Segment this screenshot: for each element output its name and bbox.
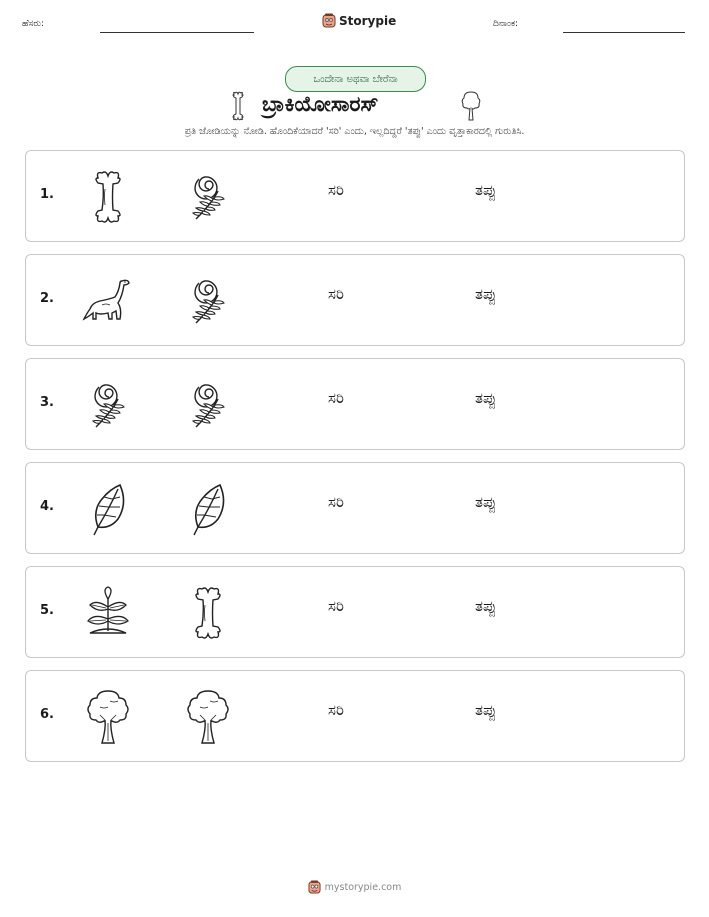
storypie-mascot-icon — [322, 13, 336, 29]
question-number: 6. — [40, 707, 54, 722]
false-option[interactable]: ತಪ್ಪು — [475, 285, 497, 303]
fern-icon — [82, 377, 134, 433]
bone-icon — [230, 90, 246, 122]
true-option[interactable]: ಸರಿ — [328, 493, 344, 511]
question-number: 2. — [40, 291, 54, 306]
leaf-icon — [82, 481, 134, 537]
question-row — [25, 358, 685, 450]
dinosaur-icon — [82, 273, 134, 329]
true-option[interactable]: ಸರಿ — [328, 597, 344, 615]
bone-icon — [82, 169, 134, 225]
worksheet-title: ಬ್ರಾಕಿಯೋಸಾರಸ್ — [262, 92, 379, 116]
footer-url[interactable]: mystorypie.com — [324, 882, 402, 893]
plant-icon — [82, 585, 134, 641]
brand-logo — [322, 13, 396, 29]
date-line[interactable] — [563, 32, 685, 33]
true-option[interactable]: ಸರಿ — [328, 701, 344, 719]
false-option[interactable]: ತಪ್ಪು — [475, 389, 497, 407]
title-row — [0, 88, 709, 124]
fern-icon — [182, 169, 234, 225]
false-option[interactable]: ತಪ್ಪು — [475, 597, 497, 615]
question-number: 3. — [40, 395, 54, 410]
instructions: ಪ್ರತಿ ಜೋಡಿಯನ್ನು ನೋಡಿ. ಹೊಂದಿಕೆಯಾದರೆ 'ಸರಿ' ಎಂದು, ಇಲ್ಲದಿದ್ದರೆ 'ತಪ್ಪು' ಎಂದು ವೃತ್ತಾಕಾರದಲ್ಲಿ ಗುರುತಿಸಿ. — [184, 126, 525, 137]
question-row — [25, 462, 685, 554]
question-row — [25, 566, 685, 658]
storypie-mascot-icon — [308, 880, 321, 895]
tree-icon — [82, 689, 134, 745]
question-number: 4. — [40, 499, 54, 514]
true-option[interactable]: ಸರಿ — [328, 285, 344, 303]
date-label: ದಿನಾಂಕ: — [493, 19, 519, 29]
bone-icon — [182, 585, 234, 641]
name-line[interactable] — [100, 32, 254, 33]
fern-icon — [182, 377, 234, 433]
name-label: ಹೆಸರು: — [22, 19, 45, 29]
question-number: 5. — [40, 603, 54, 618]
leaf-icon — [182, 481, 234, 537]
false-option[interactable]: ತಪ್ಪು — [475, 701, 497, 719]
tree-icon — [182, 689, 234, 745]
page-header — [0, 0, 709, 40]
tree-icon — [460, 90, 482, 122]
question-row — [25, 254, 685, 346]
question-number: 1. — [40, 187, 54, 202]
false-option[interactable]: ತಪ್ಪು — [475, 181, 497, 199]
true-option[interactable]: ಸರಿ — [328, 181, 344, 199]
fern-icon — [182, 273, 234, 329]
true-option[interactable]: ಸರಿ — [328, 389, 344, 407]
activity-type-badge: ಒಂದೇನಾ ಅಥವಾ ಬೇರೆನಾ — [285, 66, 426, 92]
question-row — [25, 150, 685, 242]
page-footer — [0, 880, 709, 895]
brand-name: Storypie — [339, 14, 397, 28]
false-option[interactable]: ತಪ್ಪು — [475, 493, 497, 511]
question-row — [25, 670, 685, 762]
